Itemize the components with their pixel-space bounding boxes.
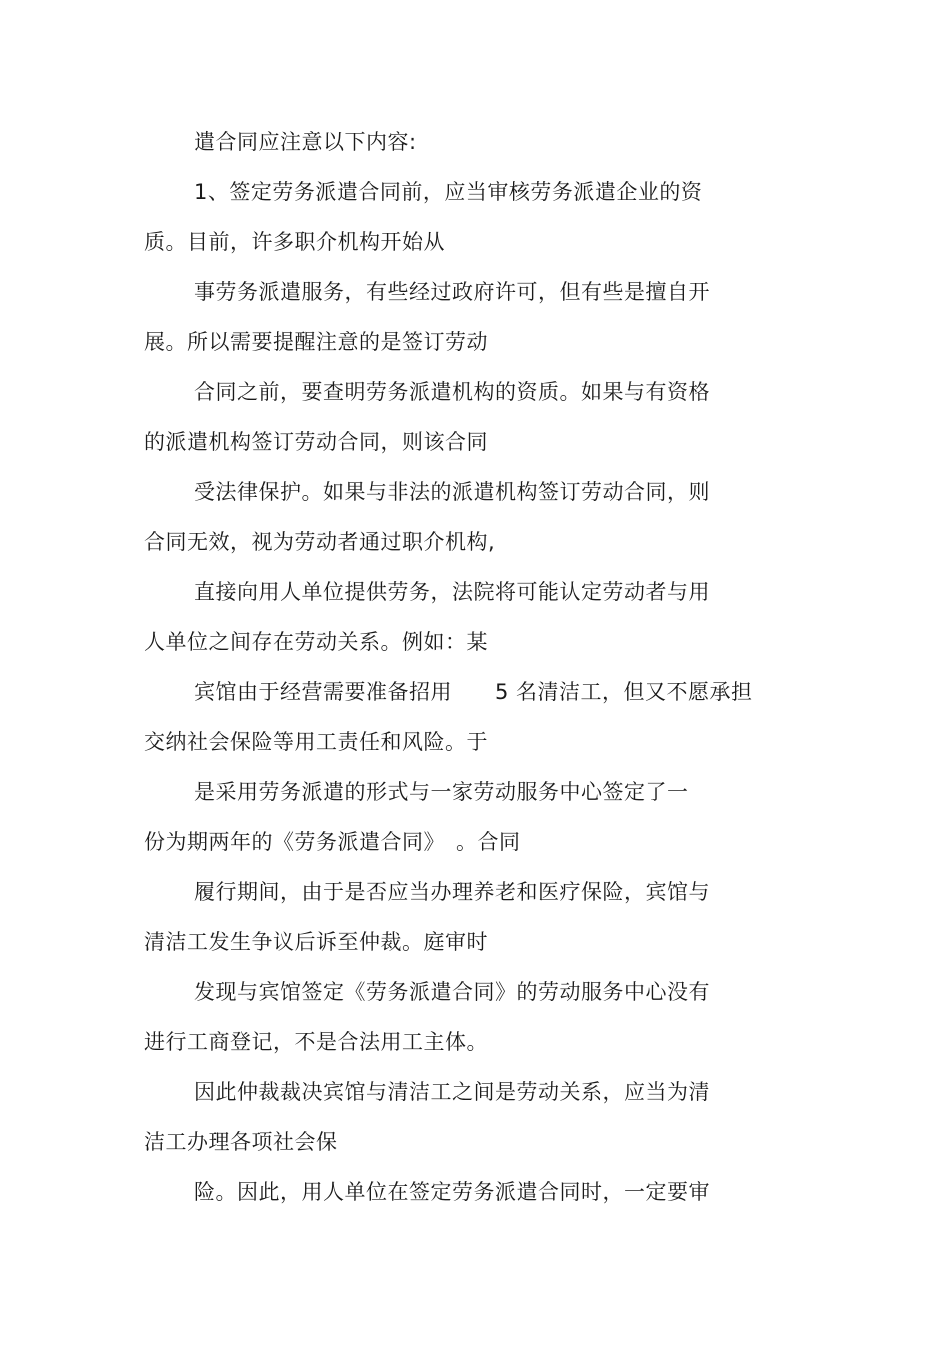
text-line: 事劳务派遣服务，有些经过政府许可，但有些是擅自开: [194, 280, 710, 304]
text-line: 险。因此，用人单位在签定劳务派遣合同时，一定要审: [194, 1180, 710, 1204]
text-line: 质。目前，许多职介机构开始从: [144, 230, 445, 254]
text-line: 合同之前，要查明劳务派遣机构的资质。如果与有资格: [194, 380, 710, 404]
text-line: 进行工商登记，不是合法用工主体。: [144, 1030, 488, 1054]
text-line: 宾馆由于经营需要准备招用 5 名清洁工，但又不愿承担: [194, 680, 753, 704]
text-line: 发现与宾馆签定《劳务派遣合同》的劳动服务中心没有: [194, 980, 710, 1004]
text-line: 洁工办理各项社会保: [144, 1130, 338, 1154]
text-line: 遣合同应注意以下内容:: [194, 130, 417, 154]
text-line: 因此仲裁裁决宾馆与清洁工之间是劳动关系，应当为清: [194, 1080, 710, 1104]
text-line: 展。所以需要提醒注意的是签订劳动: [144, 330, 488, 354]
text-line: 履行期间，由于是否应当办理养老和医疗保险，宾馆与: [194, 880, 710, 904]
text-line: 人单位之间存在劳动关系。例如：某: [144, 630, 488, 654]
text-line: 合同无效，视为劳动者通过职介机构,: [144, 530, 496, 554]
text-line: 是采用劳务派遣的形式与一家劳动服务中心签定了一: [194, 780, 689, 804]
text-line: 的派遣机构签订劳动合同，则该合同: [144, 430, 488, 454]
text-line: 清洁工发生争议后诉至仲裁。庭审时: [144, 930, 488, 954]
text-line: 直接向用人单位提供劳务，法院将可能认定劳动者与用: [194, 580, 710, 604]
text-line: 份为期两年的《劳务派遣合同》 。合同: [144, 830, 521, 854]
text-line: 1、签定劳务派遣合同前，应当审核劳务派遣企业的资: [194, 180, 703, 204]
text-line: 受法律保护。如果与非法的派遣机构签订劳动合同，则: [194, 480, 710, 504]
text-line: 交纳社会保险等用工责任和风险。于: [144, 730, 488, 754]
